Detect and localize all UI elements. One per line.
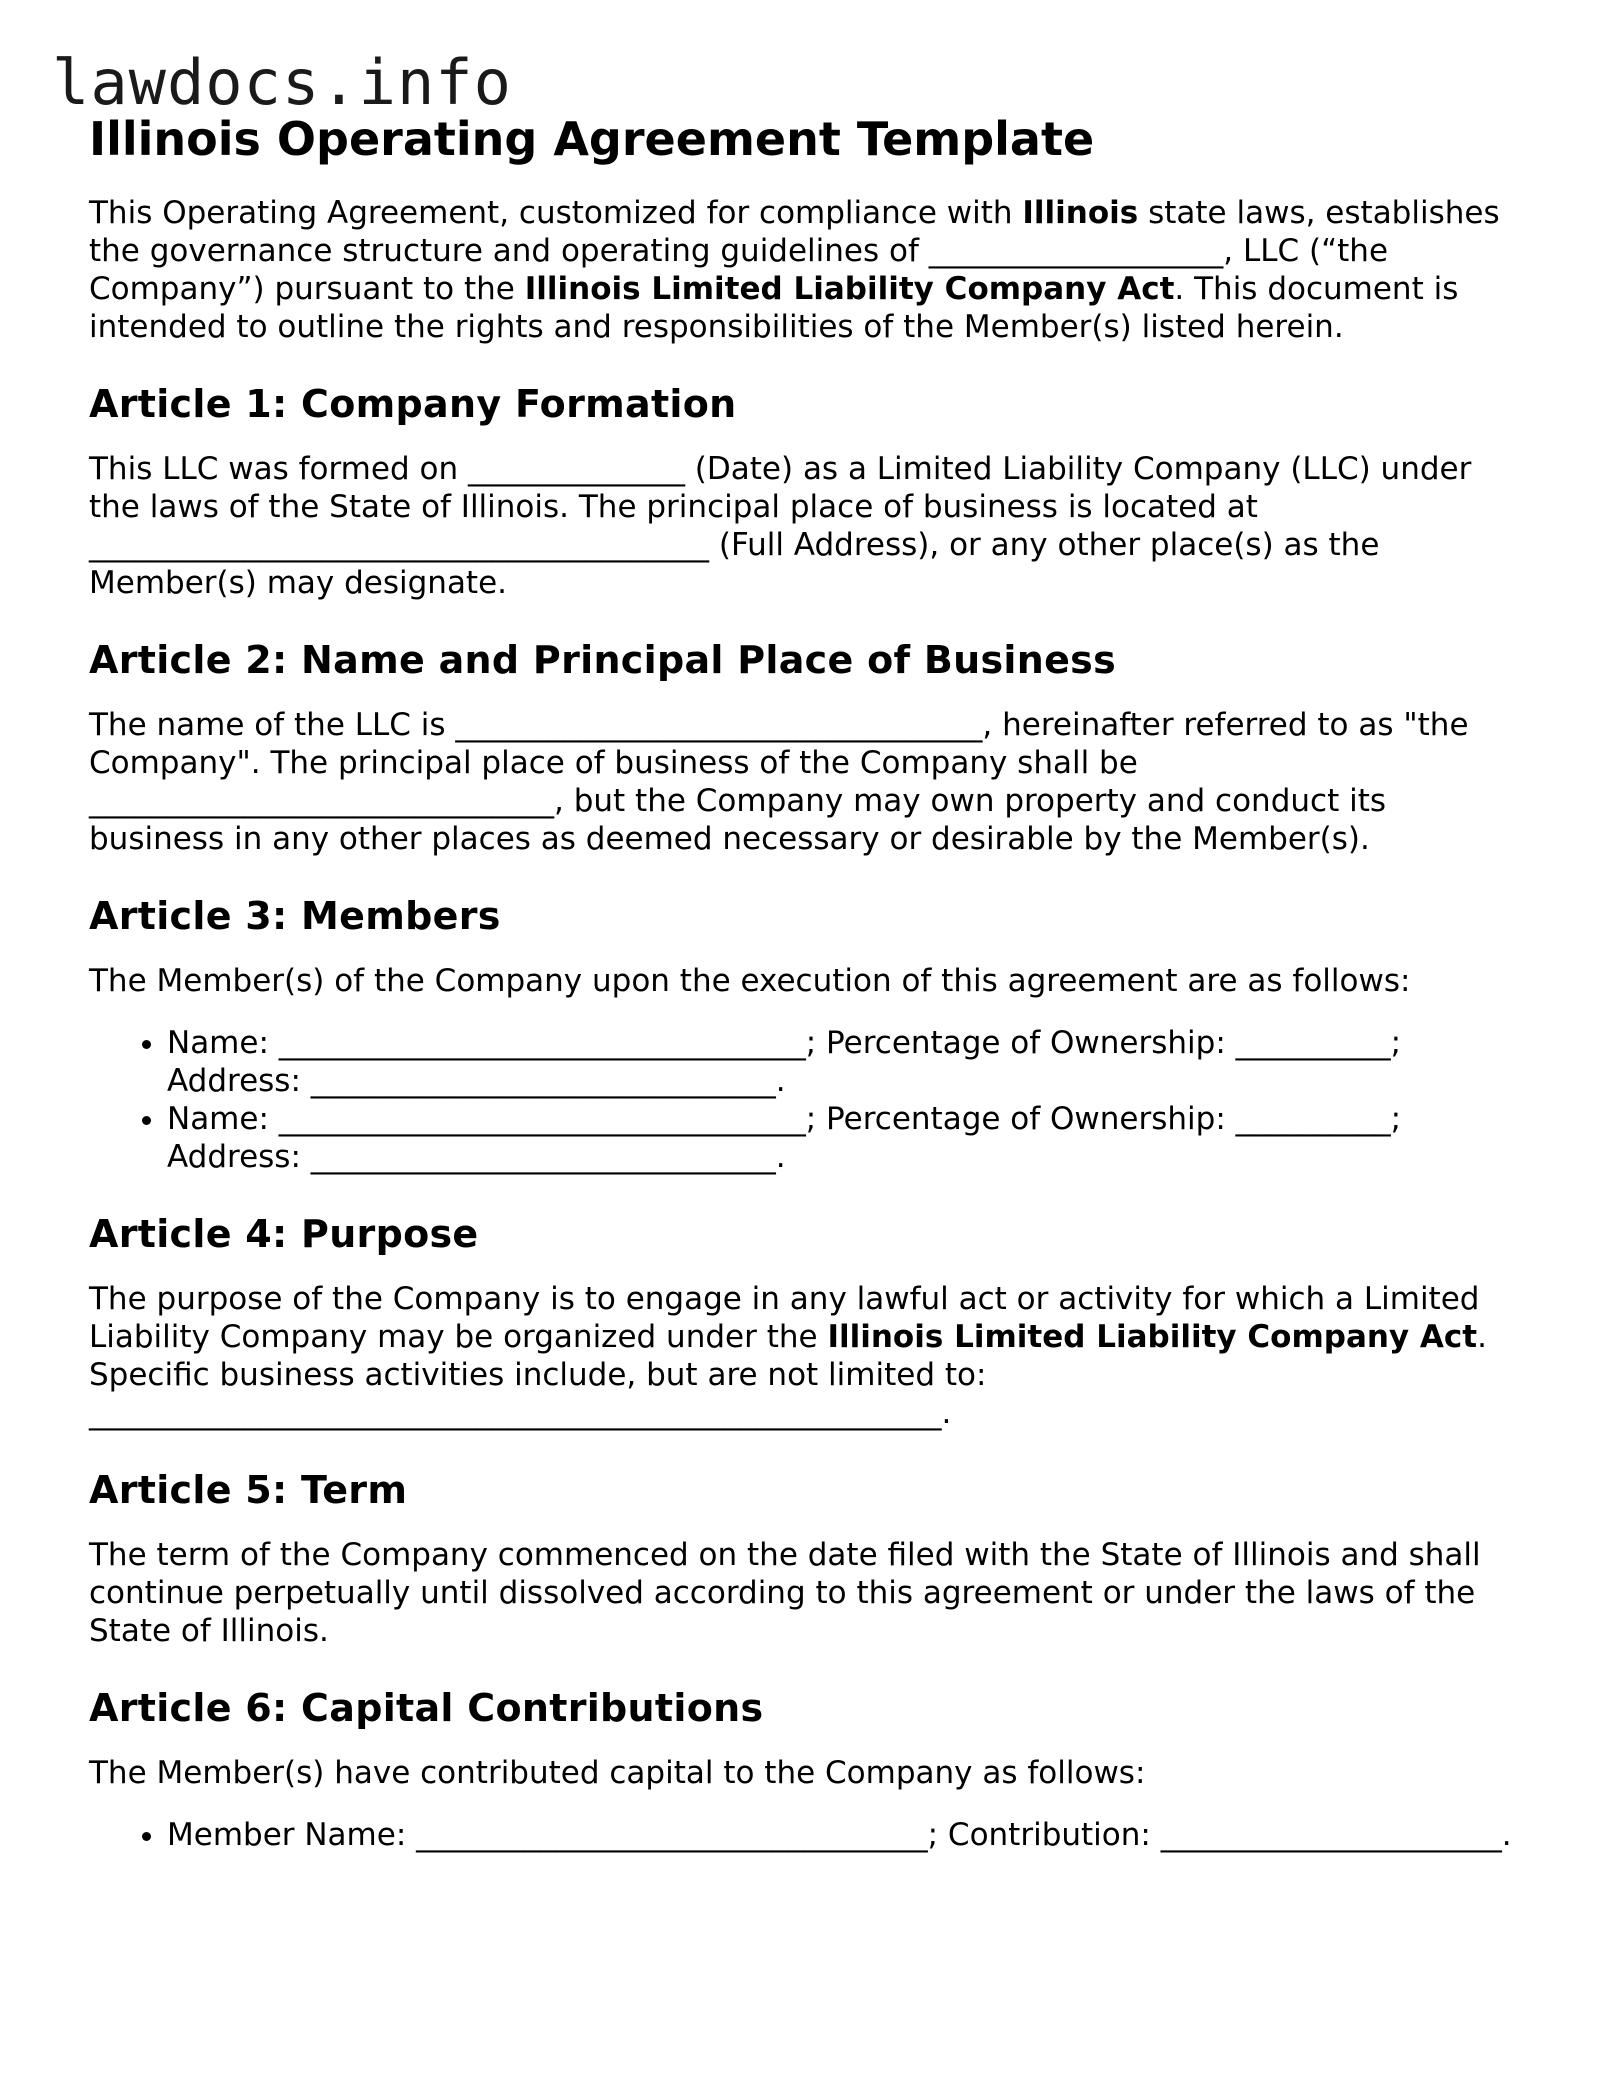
article-2-text: The name of the LLC is __________________________________, hereinafter referred to as "the Company". The principal place of business of the Company shall be ______________________________, but the Company may own property and conduct its business in any other places as deemed necessary or desirable by the Member(s). — [89, 707, 1469, 857]
member-list-item: • Name: __________________________________; Percentage of Ownership: __________; Address: ______________________________. — [167, 1100, 1529, 1176]
intro-bold-state: Illinois — [1022, 195, 1139, 231]
article-4-heading: Article 4: Purpose — [89, 1212, 479, 1256]
article-6-heading: Article 6: Capital Contributions — [89, 1686, 764, 1730]
intro-text-1: This Operating Agreement, customized for compliance with — [89, 195, 1023, 231]
article-3-text: The Member(s) of the Company upon the execution of this agreement are as follows: — [89, 963, 1411, 999]
article-4-text — [89, 1280, 1529, 1432]
article-1-heading: Article 1: Company Formation — [89, 382, 737, 426]
article-5-text: The term of the Company commenced on the date filed with the State of Illinois and shall continue perpetually until dissolved according to this agreement or under the laws of the State of Illinois. — [89, 1537, 1481, 1649]
contribution-list-item: • Member Name: _________________________________; Contribution: ______________________. — [167, 1816, 1529, 1854]
intro-text-2: state laws, establishes the governance structure and operating guidelines of ___________________, LLC (“the Company”) pursuant to the — [89, 195, 1500, 307]
article-4-bold-act: Illinois Limited Liability Company Act — [827, 1319, 1478, 1355]
intro-paragraph — [89, 194, 1529, 346]
document-title: Illinois Operating Agreement Template — [89, 112, 1095, 166]
article-4-text-1: The purpose of the Company is to engage in any lawful act or activity for which a Limited Liability Company may be organized under the — [89, 1281, 1480, 1355]
article-6-text: The Member(s) have contributed capital to the Company as follows: — [89, 1755, 1146, 1791]
members-list — [89, 1024, 1529, 1176]
article-3-heading: Article 3: Members — [89, 894, 501, 938]
article-5-heading: Article 5: Term — [89, 1468, 408, 1512]
contributions-list — [89, 1816, 1529, 1854]
member-list-item: • Name: __________________________________; Percentage of Ownership: __________; Address: ______________________________. — [167, 1024, 1529, 1100]
article-2-heading: Article 2: Name and Principal Place of Business — [89, 638, 1116, 682]
document-body — [89, 108, 1529, 1854]
article-4-text-2: . Specific business activities include, but are not limited to: _______________________________________________________. — [89, 1319, 1487, 1431]
site-logo: lawdocs.info — [52, 46, 512, 119]
intro-bold-act: Illinois Limited Liability Company Act — [524, 271, 1175, 307]
article-1-text: This LLC was formed on ______________ (Date) as a Limited Liability Company (LLC) under the laws of the State of Illinois. The principal place of business is located at ________________________________________ (Full Address), or any other place(s) as the Member(s) may designate. — [89, 451, 1472, 601]
intro-text-3: . This document is intended to outline the rights and responsibilities of the Member(s) listed herein. — [89, 271, 1459, 345]
